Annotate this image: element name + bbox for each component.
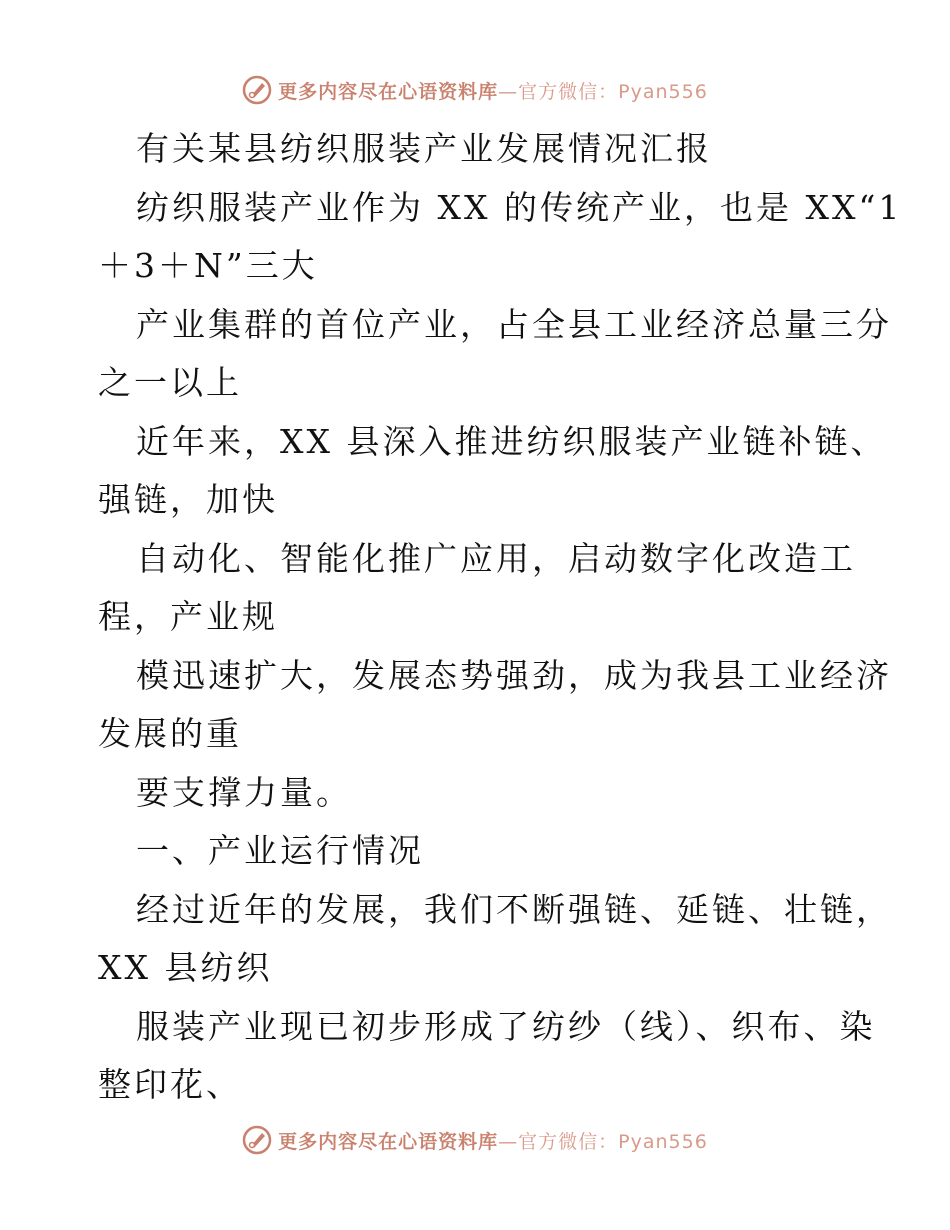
watermark-logo-icon [242,75,272,105]
document-title: 有关某县纺织服装产业发展情况汇报 [136,129,712,168]
watermark-logo-icon [242,1125,272,1155]
text-line: 程，产业规 [98,597,278,636]
text-line: 近年来，XX 县深入推进纺织服装产业链补链、 [136,421,887,461]
watermark-suffix: 官方微信：Pyan556 [518,1130,708,1153]
text-line: 纺织服装产业作为 XX 的传统产业，也是 XX“1 [136,187,903,227]
text-line: 发展的重 [98,714,242,753]
watermark-dash: — [498,80,519,103]
text-line: 模迅速扩大，发展态势强劲，成为我县工业经济 [136,655,892,695]
document-body [98,120,903,1115]
watermark-main-text: 更多内容尽在心语资料库 [278,1130,499,1153]
watermark-main-text: 更多内容尽在心语资料库 [278,80,499,103]
text-line: 强链，加快 [98,480,278,519]
text-line: 整印花、 [98,1065,242,1104]
text-line: 要支撑力量。 [136,772,352,812]
watermark-text [278,1127,708,1154]
watermark-text [278,77,708,104]
text-line: ＋3＋N”三大 [98,246,318,285]
text-line: XX 县纺织 [98,948,273,987]
text-line: 自动化、智能化推广应用，启动数字化改造工 [136,538,856,578]
watermark-footer [0,1120,950,1160]
text-line: 之一以上 [98,363,242,402]
watermark-dash: — [498,1130,519,1153]
text-line: 产业集群的首位产业，占全县工业经济总量三分 [136,304,892,344]
text-line: 经过近年的发展，我们不断强链、延链、壮链， [136,889,892,929]
section-heading: 一、产业运行情况 [136,831,424,870]
watermark-header [0,70,950,110]
watermark-suffix: 官方微信：Pyan556 [518,80,708,103]
text-line: 服装产业现已初步形成了纺纱（线）、织布、染 [136,1006,876,1046]
